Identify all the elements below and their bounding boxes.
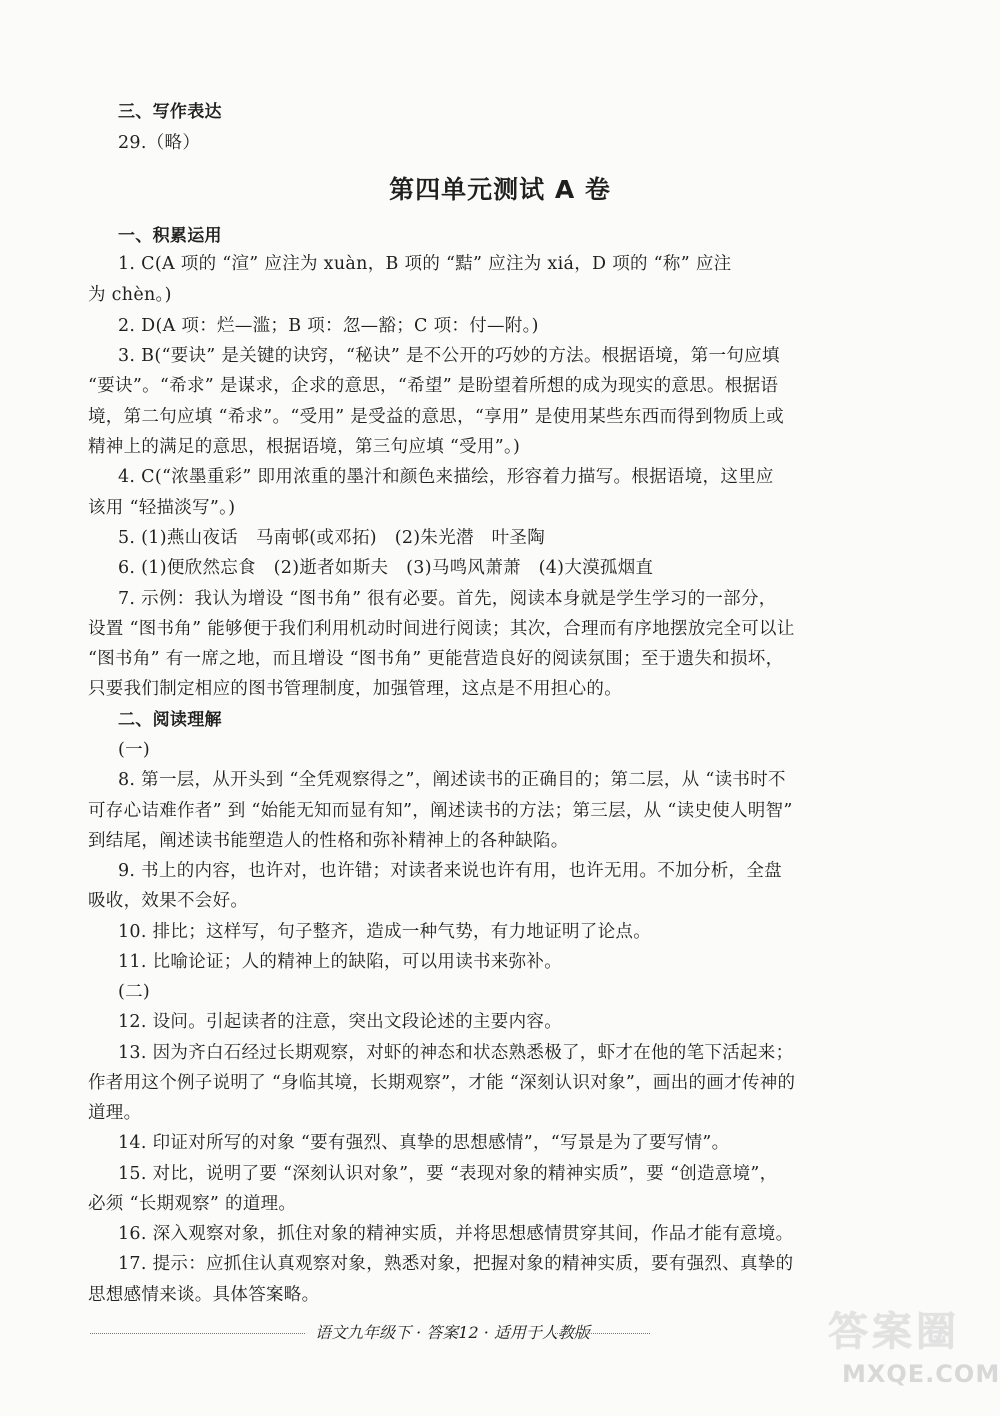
answer-5: 5. (1)燕山夜话 马南邨(或邓拓) (2)朱光潜 叶圣陶 bbox=[118, 528, 545, 548]
answer-8-line-3: 到结尾，阐述读书能塑造人的性格和弥补精神上的各种缺陷。 bbox=[88, 831, 569, 851]
answer-29: 29.（略） bbox=[118, 133, 201, 153]
answer-17-line-1: 17. 提示：应抓住认真观察对象，熟悉对象，把握对象的精神实质，要有强烈、真挚的 bbox=[118, 1254, 794, 1274]
answer-13-line-1: 13. 因为齐白石经过长期观察，对虾的神态和状态熟悉极了，虾才在他的笔下活起来； bbox=[118, 1043, 794, 1063]
answer-3-line-4: 精神上的满足的意思，根据语境，第三句应填 “受用”。) bbox=[88, 437, 521, 457]
answer-16: 16. 深入观察对象，抓住对象的精神实质，并将思想感情贯穿其间，作品才能有意境。 bbox=[118, 1224, 794, 1244]
answer-3-line-1: 3. B(“要诀” 是关键的诀窍，“秘诀” 是不公开的巧妙的方法。根据语境，第一句应填 bbox=[118, 346, 780, 366]
answer-7-line-1: 7. 示例：我认为增设 “图书角” 很有必要。首先，阅读本身就是学生学习的一部分， bbox=[118, 589, 777, 609]
answer-9-line-1: 9. 书上的内容，也许对，也许错；对读者来说也许有用，也许无用。不加分析，全盘 bbox=[118, 861, 782, 881]
answer-1-line-1: 1. C(A 项的 “渲” 应注为 xuàn，B 项的 “黠” 应注为 xiá，D 项的 “称” 应注 bbox=[118, 254, 732, 274]
answer-7-line-3: “图书角” 有一席之地，而且增设 “图书角” 更能营造良好的阅读氛围；至于遗失和损坏， bbox=[88, 649, 784, 669]
answer-6: 6. (1)便欣然忘食 (2)逝者如斯夫 (3)马鸣风萧萧 (4)大漠孤烟直 bbox=[118, 558, 654, 578]
answer-1-line-2: 为 chèn。) bbox=[88, 285, 172, 305]
answer-17-line-2: 思想感情来谈。具体答案略。 bbox=[88, 1285, 320, 1305]
answer-15-line-1: 15. 对比，说明了要 “深刻认识对象”，要 “表现对象的精神实质”，要 “创造意境”， bbox=[118, 1164, 778, 1184]
footer-dotted-rule-left bbox=[90, 1333, 305, 1334]
watermark-url: MXQE.COM bbox=[842, 1360, 1000, 1388]
answer-7-line-4: 只要我们制定相应的图书管理制度，加强管理，这点是不用担心的。 bbox=[88, 679, 622, 699]
answer-15-line-2: 必须 “长期观察” 的道理。 bbox=[88, 1194, 297, 1214]
watermark-logo: 答案圈 bbox=[828, 1309, 960, 1355]
answer-13-line-2: 作者用这个例子说明了 “身临其境，长期观察”，才能 “深刻认识对象”，画出的画才传神的 bbox=[88, 1073, 796, 1093]
reading-part-2: (二) bbox=[118, 982, 151, 1002]
watermark bbox=[820, 1300, 1000, 1410]
answer-12: 12. 设问。引起读者的注意，突出文段论述的主要内容。 bbox=[118, 1012, 562, 1032]
answer-10: 10. 排比；这样写，句子整齐，造成一种气势，有力地证明了论点。 bbox=[118, 922, 651, 942]
answer-4-line-1: 4. C(“浓墨重彩” 即用浓重的墨汁和颜色来描绘，形容着力描写。根据语境，这里应 bbox=[118, 467, 774, 487]
answer-11: 11. 比喻论证；人的精神上的缺陷，可以用读书来弥补。 bbox=[118, 952, 562, 972]
answer-13-line-3: 道理。 bbox=[88, 1103, 142, 1123]
section-heading-writing: 三、写作表达 bbox=[118, 102, 222, 122]
footer-text: 语文九年级下 · 答案12 · 适用于人教版 bbox=[315, 1323, 590, 1342]
footer-dotted-rule-right bbox=[555, 1333, 650, 1334]
answer-7-line-2: 设置 “图书角” 能够便于我们利用机动时间进行阅读；其次，合理而有序地摆放完全可以让 bbox=[88, 619, 795, 639]
answer-9-line-2: 吸收，效果不会好。 bbox=[88, 891, 249, 911]
answer-4-line-2: 该用 “轻描淡写”。) bbox=[88, 498, 236, 518]
unit-title: 第四单元测试 A 卷 bbox=[389, 175, 611, 204]
section-heading-accumulation: 一、积累运用 bbox=[118, 226, 222, 246]
answer-14: 14. 印证对所写的对象 “要有强烈、真挚的思想感情”，“写景是为了要写情”。 bbox=[118, 1133, 730, 1153]
answer-3-line-2: “要诀”。“希求” 是谋求，企求的意思，“希望” 是盼望着所想的成为现实的意思。根据语 bbox=[88, 376, 779, 396]
page-footer bbox=[90, 1321, 650, 1345]
answer-8-line-2: 可存心诘难作者” 到 “始能无知而显有知”，阐述读书的方法；第三层，从 “读史使人明智” bbox=[88, 801, 793, 821]
answer-2: 2. D(A 项：烂—滥；B 项：忽—豁；C 项：付—附。) bbox=[118, 316, 539, 336]
reading-part-1: (一) bbox=[118, 740, 151, 760]
answer-8-line-1: 8. 第一层，从开头到 “全凭观察得之”，阐述读书的正确目的；第二层，从 “读书时不 bbox=[118, 770, 786, 790]
answer-3-line-3: 境，第二句应填 “希求”。“受用” 是受益的意思，“享用” 是使用某些东西而得到物质上或 bbox=[88, 407, 785, 427]
section-heading-reading: 二、阅读理解 bbox=[118, 710, 222, 730]
